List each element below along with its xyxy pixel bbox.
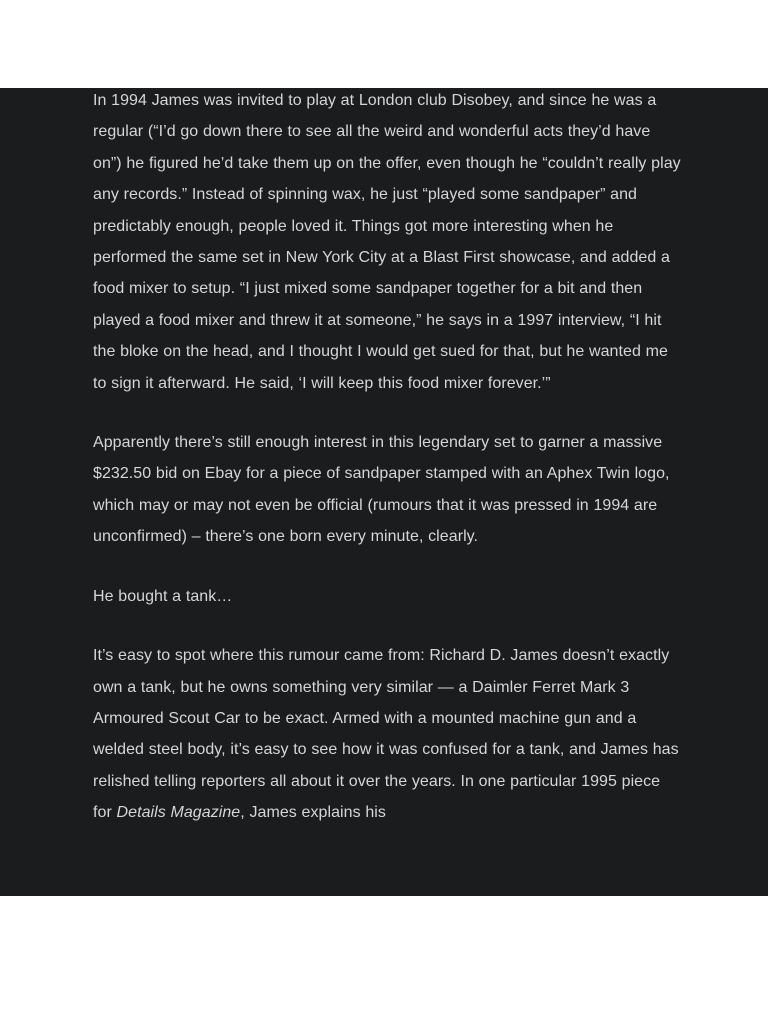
paragraph-armoured-car (93, 640, 683, 828)
article-body (93, 88, 683, 857)
paragraph-armoured-car-continuation: , James explains his (240, 804, 386, 822)
magazine-title: Details Magazine (116, 804, 241, 822)
paragraph-armoured-car-text: It’s easy to spot where this rumour came from: Richard D. James doesn’t exactly own a tank, but he owns something very similar — a Daimler Ferret Mark 3 Armoured Scout Car to be exact. Armed with a mounted machine gun and a welded steel body, it’s easy to see how it was confused for a tank, and James has relished telling reporters all about it over the years. In one particular 1995 piece for (93, 647, 679, 822)
paragraph-sandpaper-auction: Apparently there’s still enough interest in this legendary set to garner a massive $232.50 bid on Ebay for a piece of sandpaper stamped with an Aphex Twin logo, which may or may not even be official (rumours that it was pressed in 1994 are unconfirmed) – there’s one born every minute, clearly. (93, 434, 670, 546)
article-panel (0, 88, 768, 896)
paragraph-disobey: In 1994 James was invited to play at London club Disobey, and since he was a regular (“I’d go down there to see all the weird and wonderful acts they’d have on”) he figured he’d take them up on the offer, even though he “couldn’t really play any records.” Instead of spinning wax, he just “played some sandpaper” and predictably enough, people loved it. Things got more interesting when he performed the same set in New York City at a Blast First showcase, and added a food mixer to setup. “I just mixed some sandpaper together for a bit and then played a food mixer and threw it at someone,” he says in a 1997 interview, “I hit the bloke on the head, and I thought I would get sued for that, but he wanted me to sign it afterward. He said, ‘I will keep this food mixer forever.’” (93, 92, 681, 392)
paragraph-tank-heading: He bought a tank… (93, 587, 233, 605)
